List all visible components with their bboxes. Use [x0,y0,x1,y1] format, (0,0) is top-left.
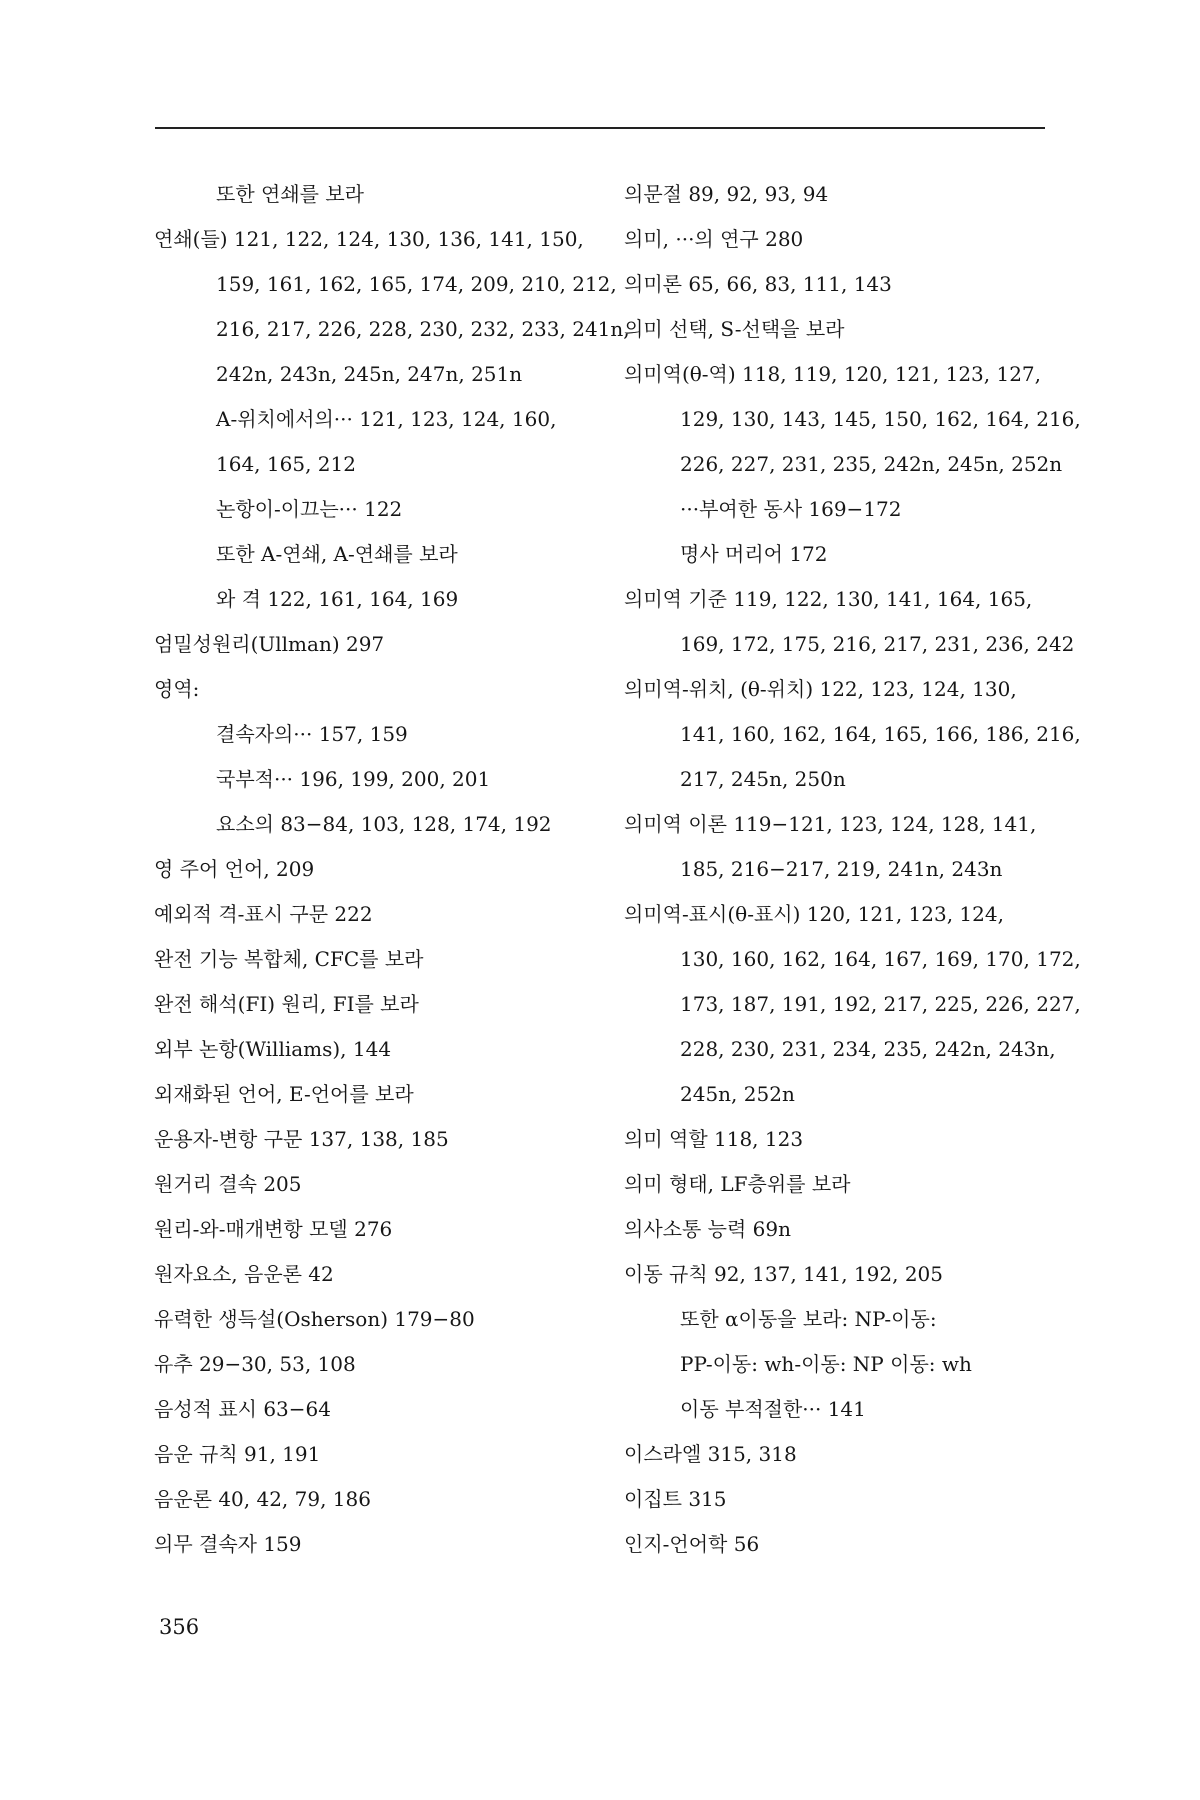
index-entry: 이스라엘 315, 318 [624,1442,797,1466]
index-entry: 이동 규칙 92, 137, 141, 192, 205 [624,1262,943,1286]
index-subentry: 또한 A-연쇄, A-연쇄를 보라 [216,542,458,566]
index-subentry: 또한 연쇄를 보라 [216,182,364,206]
page-number: 356 [159,1615,200,1639]
index-entry: 의미 선택, S-선택을 보라 [624,317,845,341]
index-entry: 외부 논항(Williams), 144 [154,1037,392,1061]
index-subentry: 217, 245n, 250n [680,767,846,791]
index-subentry: 228, 230, 231, 234, 235, 242n, 243n, [680,1037,1056,1061]
index-subentry: PP-이동: wh-이동: NP 이동: wh [680,1352,972,1376]
index-entry: 원리-와-매개변항 모델 276 [154,1217,393,1241]
index-entry: 의미 역할 118, 123 [624,1127,804,1151]
index-column-left [154,172,630,1567]
index-entry: 의미론 65, 66, 83, 111, 143 [624,272,892,296]
index-entry: 영역: [154,677,200,701]
index-entry: 의미역(θ-역) 118, 119, 120, 121, 123, 127, [624,362,1042,386]
index-subentry: 국부적··· 196, 199, 200, 201 [216,767,491,791]
index-entry: 음성적 표시 63−64 [154,1397,331,1421]
index-column-right [624,172,1081,1567]
index-subentry: 이동 부적절한··· 141 [680,1397,866,1421]
index-entry: 외재화된 언어, E-언어를 보라 [154,1082,414,1106]
index-subentry: 185, 216−217, 219, 241n, 243n [680,857,1003,881]
index-entry: 완전 해석(FI) 원리, FI를 보라 [154,992,419,1016]
index-entry: 원거리 결속 205 [154,1172,302,1196]
index-subentry: 와 격 122, 161, 164, 169 [216,587,459,611]
index-subentry: 명사 머리어 172 [680,542,828,566]
index-entry: 영 주어 언어, 209 [154,857,315,881]
index-subentry: 173, 187, 191, 192, 217, 225, 226, 227, [680,992,1081,1016]
index-subentry: 결속자의··· 157, 159 [216,722,408,746]
index-entry: 완전 기능 복합체, CFC를 보라 [154,947,424,971]
index-subentry: A-위치에서의··· 121, 123, 124, 160, [216,407,557,431]
index-entry: 의무 결속자 159 [154,1532,302,1556]
index-entry: 의미역 기준 119, 122, 130, 141, 164, 165, [624,587,1033,611]
index-entry: 음운 규칙 91, 191 [154,1442,321,1466]
header-rule [155,127,1045,129]
index-entry: 유추 29−30, 53, 108 [154,1352,356,1376]
index-subentry: 245n, 252n [680,1082,795,1106]
index-subentry: 논항이-이끄는··· 122 [216,497,403,521]
index-subentry: 또한 α이동을 보라: NP-이동: [680,1307,937,1331]
index-entry: 의미역 이론 119−121, 123, 124, 128, 141, [624,812,1037,836]
index-entry: 의미, ···의 연구 280 [624,227,804,251]
index-subentry: ···부여한 동사 169−172 [680,497,902,521]
index-entry: 의미역-위치, (θ-위치) 122, 123, 124, 130, [624,677,1017,701]
index-subentry: 226, 227, 231, 235, 242n, 245n, 252n [680,452,1063,476]
index-entry: 예외적 격-표시 구문 222 [154,902,373,926]
index-subentry: 130, 160, 162, 164, 167, 169, 170, 172, [680,947,1081,971]
index-entry: 음운론 40, 42, 79, 186 [154,1487,371,1511]
index-entry: 의미역-표시(θ-표시) 120, 121, 123, 124, [624,902,1004,926]
index-subentry: 요소의 83−84, 103, 128, 174, 192 [216,812,552,836]
index-subentry: 159, 161, 162, 165, 174, 209, 210, 212, [216,272,617,296]
index-entry: 엄밀성원리(Ullman) 297 [154,632,385,656]
index-entry: 인지-언어학 56 [624,1532,760,1556]
index-entry: 의사소통 능력 69n [624,1217,791,1241]
index-entry: 의미 형태, LF층위를 보라 [624,1172,851,1196]
index-entry: 연쇄(들) 121, 122, 124, 130, 136, 141, 150, [154,227,584,251]
index-subentry: 164, 165, 212 [216,452,356,476]
index-entry: 원자요소, 음운론 42 [154,1262,334,1286]
index-subentry: 216, 217, 226, 228, 230, 232, 233, 241n, [216,317,630,341]
index-subentry: 129, 130, 143, 145, 150, 162, 164, 216, [680,407,1081,431]
index-subentry: 141, 160, 162, 164, 165, 166, 186, 216, [680,722,1081,746]
index-entry: 운용자-변항 구문 137, 138, 185 [154,1127,449,1151]
index-subentry: 169, 172, 175, 216, 217, 231, 236, 242 [680,632,1075,656]
index-entry: 의문절 89, 92, 93, 94 [624,182,829,206]
index-subentry: 242n, 243n, 245n, 247n, 251n [216,362,523,386]
index-entry: 이집트 315 [624,1487,727,1511]
index-entry: 유력한 생득설(Osherson) 179−80 [154,1307,475,1331]
